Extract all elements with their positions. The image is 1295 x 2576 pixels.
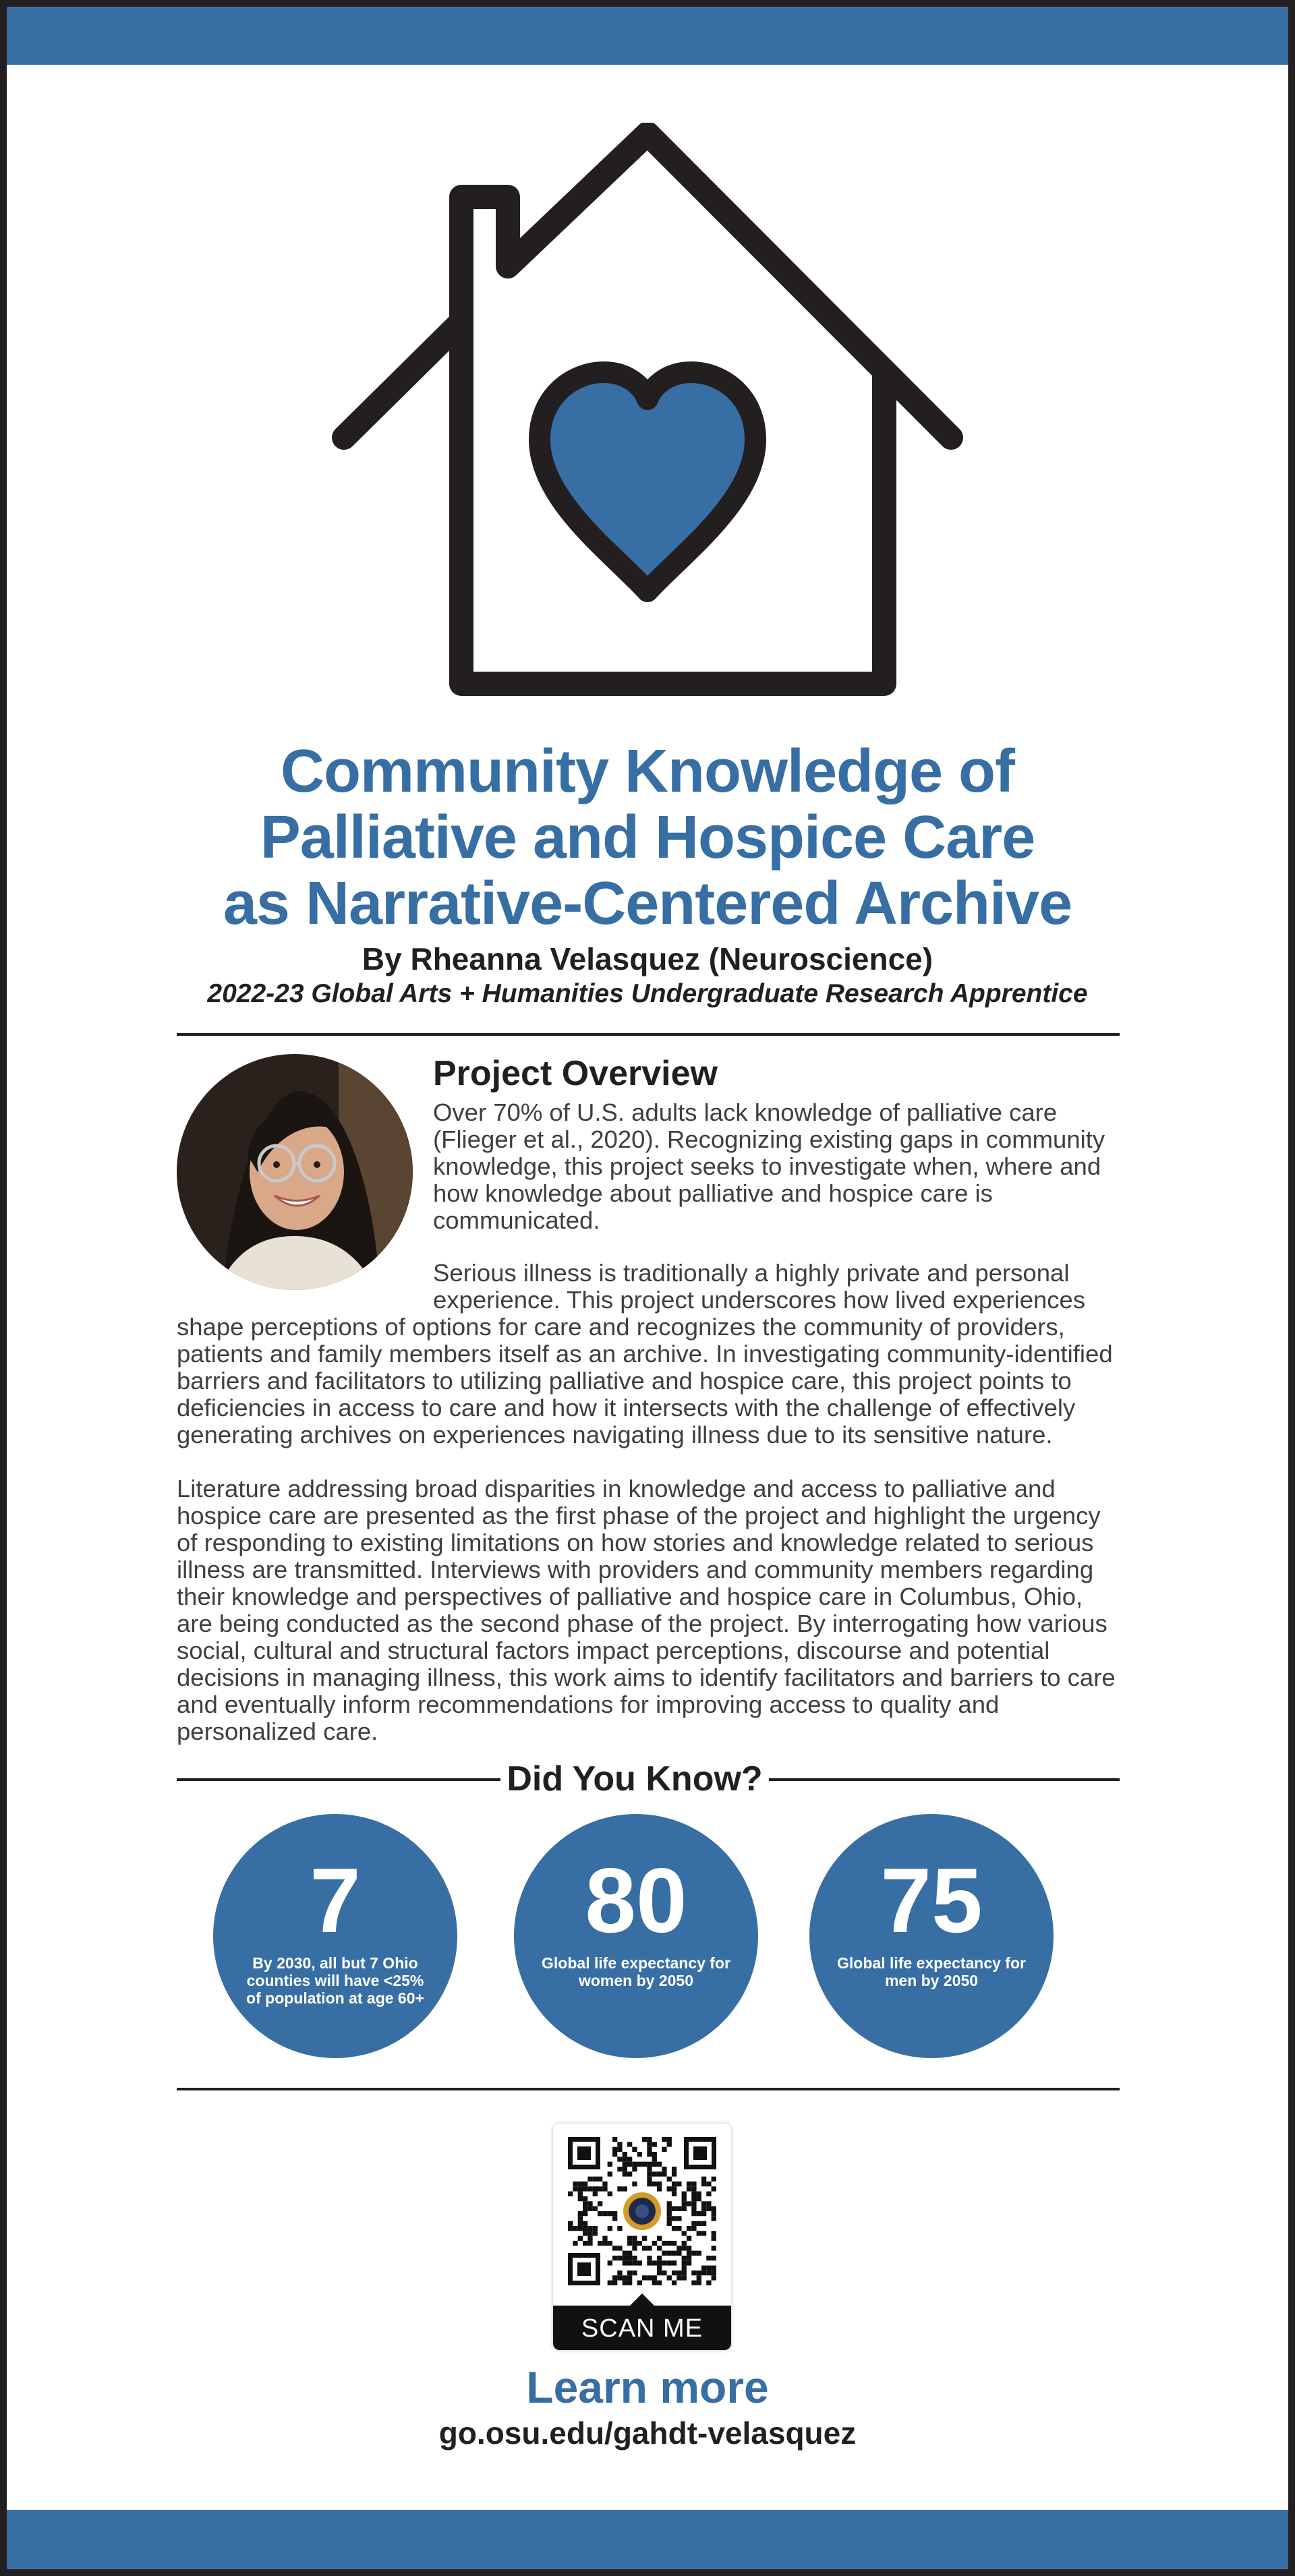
overview-paragraph-3: Literature addressing broad disparities in knowledge and access to palliative and hospice care are presented as the first phase of the project and highlight the urgency of responding to existing limitations on how stories and knowledge related to serious illness are transmitted. Interviews with providers and community members regarding their knowledge and perspectives of palliative and hospice care in Columbus, Ohio, are being conducted as the second phase of the project. By interrogating how various social, cultural and structural factors impact perceptions, discourse and potential decisions in managing illness, this work aims to identify facilitators and barriers to care and eventually inform recommendations for improving access to quality and personalized care. [177, 1475, 1116, 1745]
did-you-know-rule-left [177, 1778, 500, 1781]
overview-paragraph-2-rest: shape perceptions of options for care and recognizes the community of providers, patients and family members itself as an archive. In investigating community-identified barriers and facilitators to utilizing palliative and hospice care, this project points to deficiencies in access to care and how it intersects with the challenge of effectively generating archives on experiences navigating illness due to its sensitive nature. [177, 1313, 1113, 1448]
stat-caption: By 2030, all but 7 Ohio counties will have <25% of population at age 60+ [246, 1954, 424, 2007]
portrait-photo [177, 1054, 413, 1290]
did-you-know-heading: Did You Know? [507, 1759, 763, 1798]
heart-icon [540, 372, 755, 591]
top-color-band [7, 7, 1288, 65]
poster [7, 7, 1288, 2569]
author-byline: By Rheanna Velasquez (Neuroscience) [362, 941, 933, 976]
program-subtitle: 2022-23 Global Arts + Humanities Undergraduate Research Apprentice [207, 979, 1088, 1008]
title-line-2: Palliative and Hospice Care [260, 804, 1035, 871]
learn-more-heading: Learn more [526, 2362, 769, 2412]
title-line-1: Community Knowledge of [281, 738, 1014, 805]
overview-paragraph-2-start: Serious illness is traditionally a highly private and personal experience. This project underscores how lived experiences [433, 1259, 1086, 1314]
stat-circle-men-life-expectancy [809, 1814, 1054, 2058]
project-overview-heading: Project Overview [433, 1054, 718, 1093]
stat-number: 7 [310, 1849, 361, 1952]
stat-caption: Global life expectancy for women by 2050 [542, 1954, 730, 1989]
scan-me-label: SCAN ME [581, 2314, 703, 2343]
overview-paragraph-1: Over 70% of U.S. adults lack knowledge of palliative care (Flieger et al., 2020). Recognizing existing gaps in community knowledge, this project seeks to investigate when, where and how knowledge about palliative and hospice care is communicated. [433, 1099, 1105, 1234]
qr-code-card[interactable] [553, 2124, 731, 2350]
stat-number: 80 [585, 1849, 687, 1952]
scan-label-pointer [630, 2293, 654, 2306]
divider-top [177, 1033, 1120, 1036]
project-link[interactable]: go.osu.edu/gahdt-velasquez [438, 2416, 857, 2451]
house-with-heart-icon [330, 123, 978, 708]
stat-number: 75 [880, 1849, 983, 1952]
stat-circle-women-life-expectancy [514, 1814, 758, 2058]
poster-title [47, 738, 1248, 937]
stat-circle-ohio-counties [213, 1814, 457, 2058]
bottom-color-band [7, 2510, 1288, 2569]
did-you-know-rule-right [769, 1778, 1120, 1781]
divider-bottom [177, 2088, 1120, 2090]
title-line-3: as Narrative-Centered Archive [223, 870, 1072, 937]
stat-caption: Global life expectancy for men by 2050 [837, 1954, 1026, 1989]
qr-code-icon[interactable] [568, 2137, 716, 2285]
